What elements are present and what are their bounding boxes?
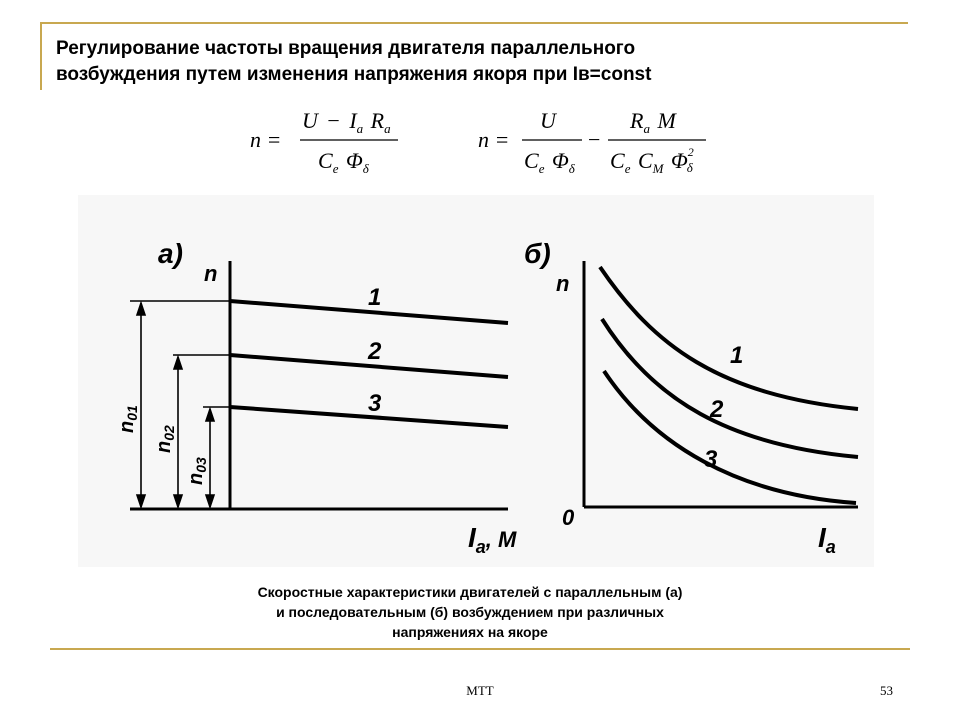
figure-caption (150, 582, 790, 642)
formula-1-lhs: n = (250, 127, 282, 152)
formula-2-term1-numerator: U (540, 108, 556, 133)
panel-b-x-axis-label: $I_a$ (818, 522, 836, 557)
panel-b-curve-1-label: 1 (730, 342, 744, 369)
formula-2-lhs: n = (478, 127, 510, 152)
panel-b-label: б) (524, 238, 551, 269)
slide-title (56, 36, 916, 88)
bottom-rule (50, 648, 910, 650)
formula-1-denominator: $C_e$ $\Phi_\delta$ (318, 148, 369, 176)
panel-b-y-axis-label: n (556, 271, 570, 296)
panel-a-label: а) (158, 238, 183, 269)
formula-2-term2-denominator: $C_e$ $C_M$ $\Phi^2$ δ (610, 145, 694, 176)
figure-background (78, 195, 874, 567)
panel-b-origin-label: 0 (562, 505, 575, 530)
panel-a-dim-n03: $n_{03}$ (185, 457, 209, 485)
left-rule (40, 22, 42, 90)
formula-2-term1-denominator: $C_e$ $\Phi_\delta$ (524, 148, 575, 176)
speed-characteristics-figure (78, 195, 874, 567)
panel-b-curve-2-label: 2 (710, 396, 724, 423)
footer-center-text: МТТ (466, 683, 494, 698)
formula-2-term2-numerator: $R_a$ M (630, 108, 676, 136)
panel-b-curve-3-label: 3 (704, 446, 718, 473)
panel-a-curve-3-label: 3 (368, 390, 382, 417)
page-number: 53 (880, 683, 893, 698)
top-rule (40, 22, 908, 24)
formula-2 (478, 100, 718, 180)
caption-line-1: Скоростные характеристики двигателей с параллельным (а) (257, 584, 683, 600)
formula-2-minus: − (588, 127, 601, 152)
caption-line-2: и последовательным (б) возбуждением при различных (276, 604, 664, 620)
title-line-1: Регулирование частоты вращения двигателя параллельного (56, 38, 636, 59)
caption-line-3: напряжениях на якоре (392, 624, 548, 640)
panel-a-dim-n01: $n_{01}$ (116, 405, 140, 433)
panel-a-dim-n02: $n_{02}$ (153, 425, 177, 453)
formula-1 (250, 100, 420, 180)
title-line-2: возбуждения путем изменения напряжения якоря при Iв=const (56, 64, 652, 85)
panel-a-x-axis-label: $I_a^{, M}$ (468, 522, 517, 557)
formula-1-numerator: U − $I_a$ $R_a$ (302, 108, 391, 136)
panel-a-curve-1-label: 1 (368, 284, 382, 311)
panel-a-curve-2-label: 2 (368, 338, 382, 365)
panel-a-y-axis-label: n (204, 261, 218, 286)
